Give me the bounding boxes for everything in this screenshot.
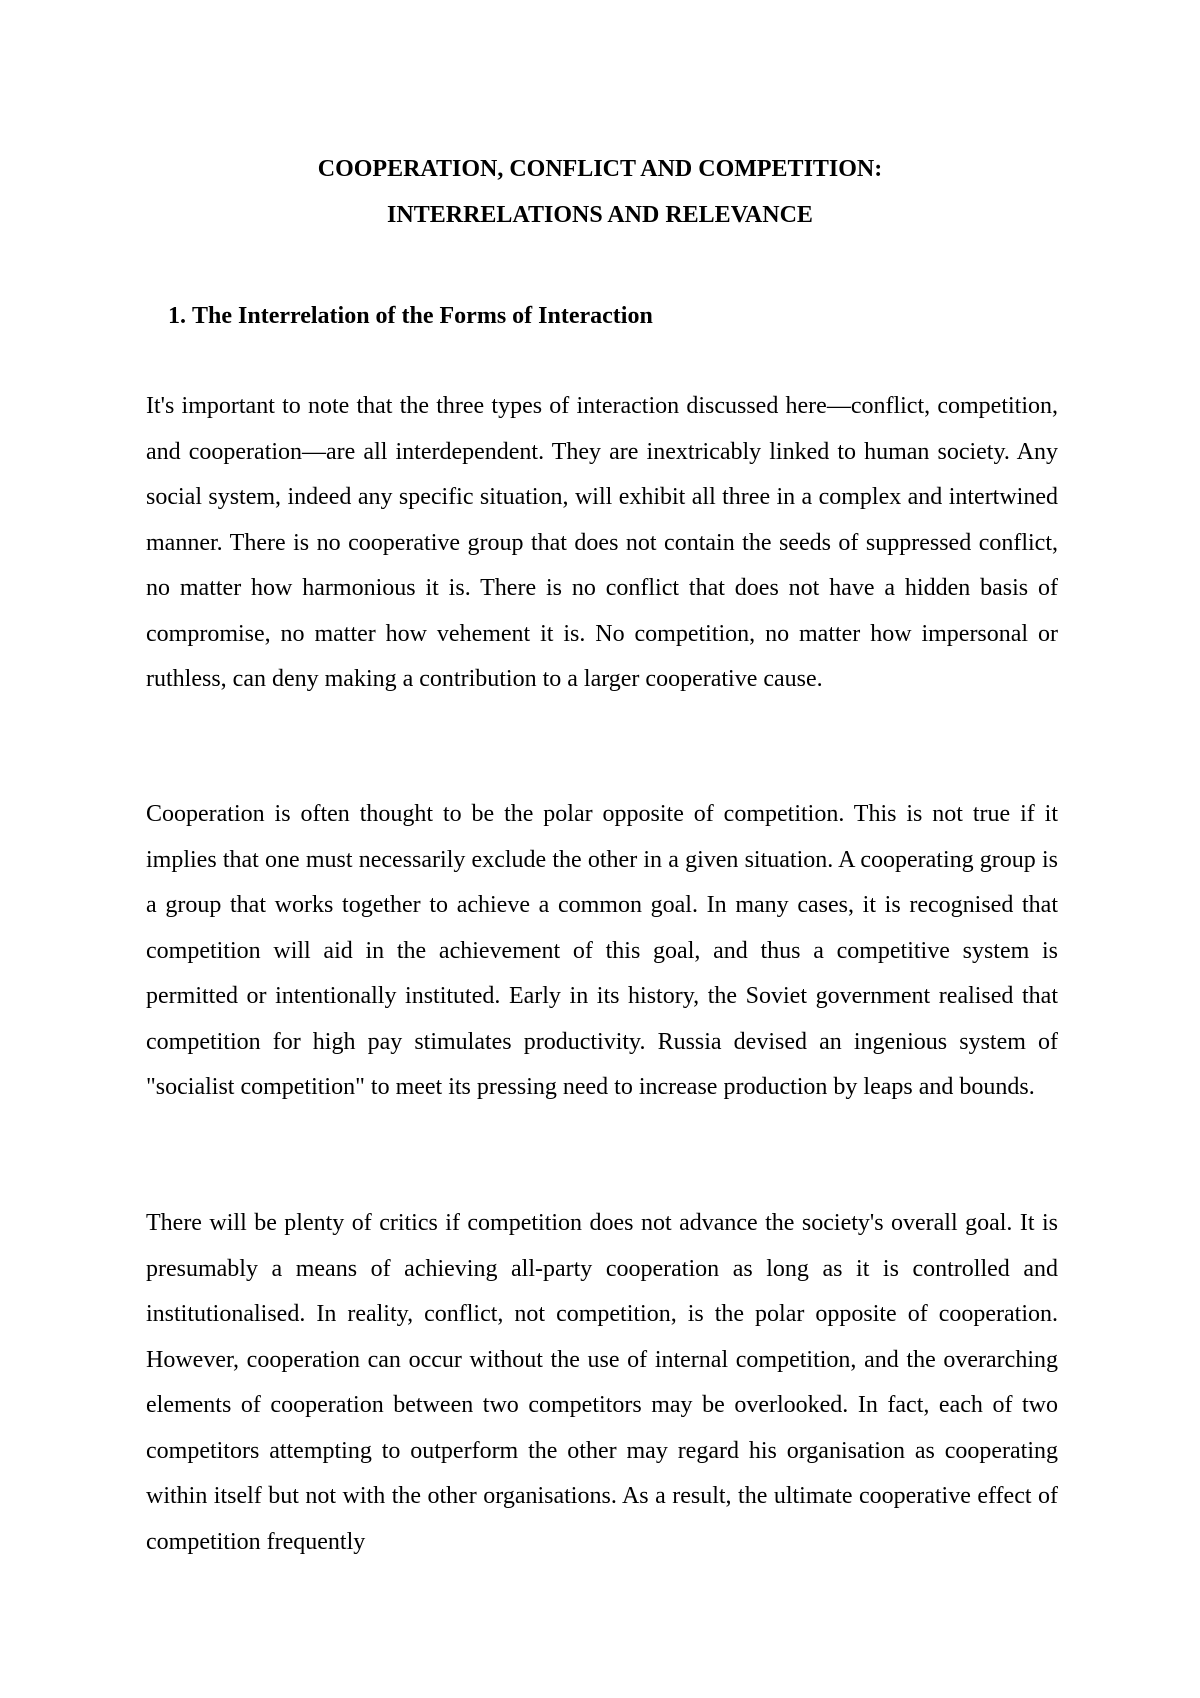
paragraph-1: It's important to note that the three types of interaction discussed here—conflict, competition, and cooperation—are all interdependent. They are inextricably linked to human society. Any social system, indeed any specific situation, will exhibit all three in a complex and intertwined manner. There is no cooperative group that does not contain the seeds of suppressed conflict, no matter how harmonious it is. There is no conflict that does not have a hidden basis of compromise, no matter how vehement it is. No competition, no matter how impersonal or ruthless, can deny making a contribution to a larger cooperative cause.	[146, 393, 1058, 692]
section-number: 1.	[168, 303, 186, 329]
document-title	[0, 146, 1200, 238]
paragraph-3: There will be plenty of critics if competition does not advance the society's overall goal. It is presumably a means of achieving all-party cooperation as long as it is controlled and institutionalised. In reality, conflict, not competition, is the polar opposite of cooperation. However, cooperation can occur without the use of internal competition, and the overarching elements of cooperation between two competitors may be overlooked. In fact, each of two competitors attempting to outperform the other may regard his organisation as cooperating within itself but not with the other organisations. As a result, the ultimate cooperative effect of competition frequently	[146, 1210, 1058, 1555]
section-heading-text: The Interrelation of the Forms of Interaction	[192, 303, 653, 329]
title-line-1: COOPERATION, CONFLICT AND COMPETITION:	[317, 156, 883, 182]
section-heading	[168, 298, 653, 334]
paragraph-2: Cooperation is often thought to be the polar opposite of competition. This is not true if it implies that one must necessarily exclude the other in a given situation. A cooperating group is a group that works together to achieve a common goal. In many cases, it is recognised that competition will aid in the achievement of this goal, and thus a competitive system is permitted or intentionally instituted. Early in its history, the Soviet government realised that competition for high pay stimulates productivity. Russia devised an ingenious system of "socialist competition" to meet its pressing need to increase production by leaps and bounds.	[146, 801, 1058, 1100]
title-line-2: INTERRELATIONS AND RELEVANCE	[387, 202, 813, 228]
